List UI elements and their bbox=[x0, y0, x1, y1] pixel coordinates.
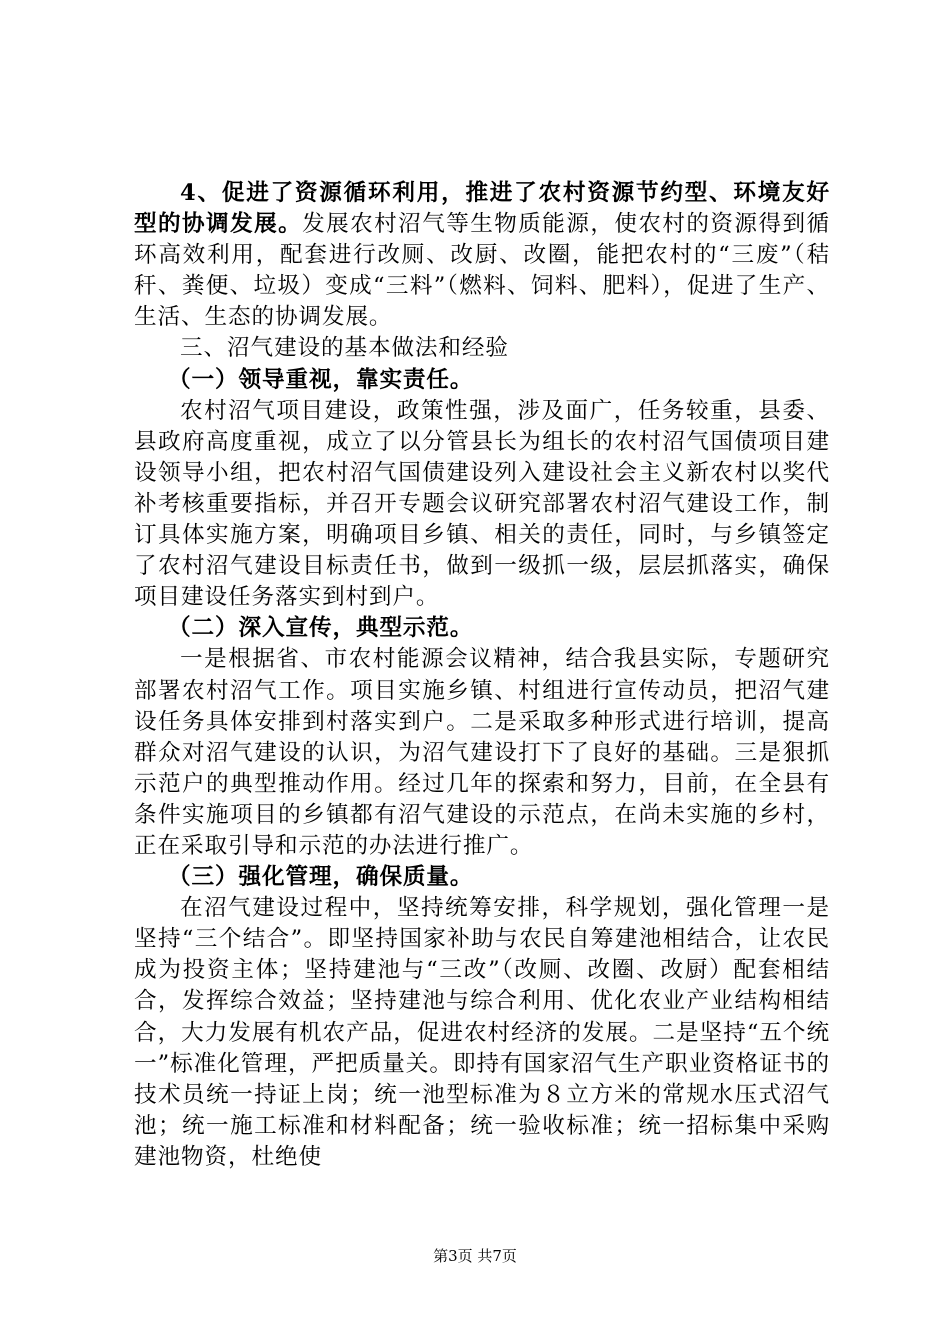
paragraph-leadership: 农村沼气项目建设，政策性强，涉及面广，任务较重，县委、县政府高度重视，成立了以分管县长为组长的农村沼气国债项目建设领导小组，把农村沼气国债建设列入建设社会主义新农村以奖代补考核重要指标，并召开专题会议研究部署农村沼气建设工作，制订具体实施方案，明确项目乡镇、相关的责任，同时，与乡镇签定了农村沼气建设目标责任书，做到一级抓一级，层层抓落实，确保项目建设任务落实到村到户。 bbox=[134, 397, 830, 611]
document-body bbox=[134, 178, 830, 1173]
section-heading-3: 三、沼气建设的基本做法和经验 bbox=[180, 335, 509, 362]
paragraph-management: 在沼气建设过程中，坚持统筹安排，科学规划，强化管理一是坚持“三个结合”。即坚持国家补助与农民自筹建池相结合，让农民成为投资主体；坚持建池与“三改”（改厕、改圈、改厨）配套相结合，发挥综合效益；坚持建池与综合利用、优化农业产业结构相结合，大力发展有机农产品，促进农村经济的发展。二是坚持“五个统一”标准化管理，严把质量关。即持有国家沼气生产职业资格证书的技术员统一持证上岗；统一池型标准为８立方米的常规水压式沼气池；统一施工标准和材料配备；统一验收标准；统一招标集中采购建池物资，杜绝使 bbox=[134, 895, 830, 1170]
subheading-3: （三）强化管理，确保质量。 bbox=[168, 864, 474, 891]
subheading-2: （二）深入宣传，典型示范。 bbox=[168, 615, 474, 642]
paragraph-text: 发展农村沼气等生物质能源，使农村的资源得到循环高效利用，配套进行改厕、改厨、改圈，能把农村的“三废”（秸秆、粪便、垃圾）变成“三料”（燃料、饲料、肥料），促进了生产、生活、生态的协调发展。 bbox=[134, 211, 830, 331]
subheading-1: （一）领导重视，靠实责任。 bbox=[168, 366, 474, 393]
paragraph-lead-bold: 4、促进了资源循环利用，推进了农村资源节约型、环境友好型的协调发展。 bbox=[134, 180, 830, 238]
paragraph-publicity: 一是根据省、市农村能源会议精神，结合我县实际，专题研究部署农村沼气工作。项目实施乡镇、村组进行宣传动员，把沼气建设任务具体安排到村落实到户。二是采取多种形式进行培训，提高群众对沼气建设的认识，为沼气建设打下了良好的基础。三是狠抓示范户的典型推动作用。经过几年的探索和努力，目前，在全县有条件实施项目的乡镇都有沼气建设的示范点，在尚未实施的乡村，正在采取引导和示范的办法进行推广。 bbox=[134, 646, 830, 859]
paragraph-resource-recycling bbox=[134, 178, 830, 333]
page-footer: 第3页 共7页 bbox=[433, 1247, 517, 1265]
